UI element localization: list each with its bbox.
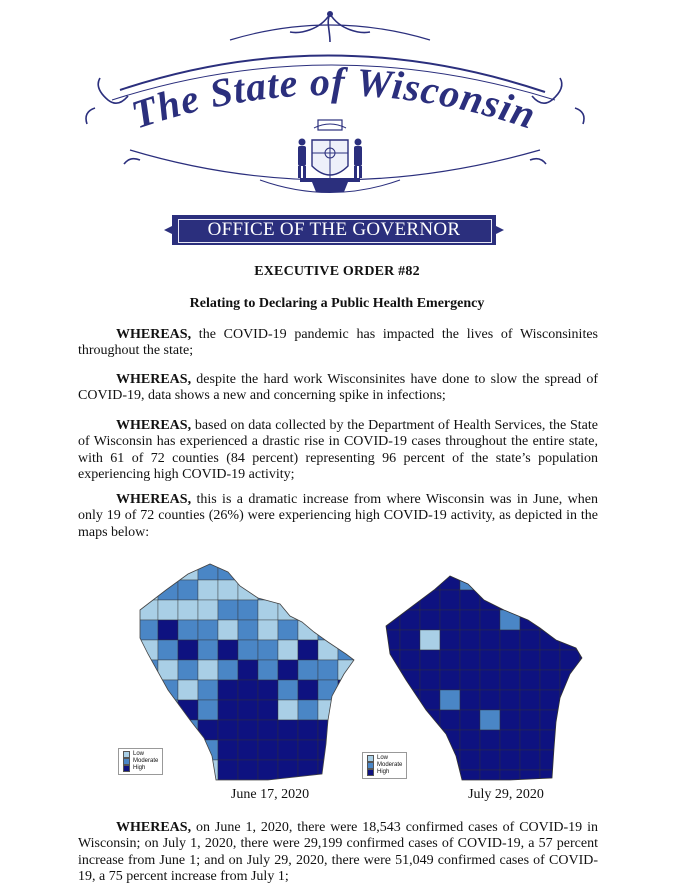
county-cell <box>118 700 138 720</box>
county-cell <box>238 700 258 720</box>
county-cell <box>218 720 238 740</box>
county-cell <box>138 720 158 740</box>
county-cell <box>298 600 318 620</box>
county-cell <box>500 650 520 670</box>
county-cell <box>218 780 238 785</box>
county-cell <box>278 580 298 600</box>
county-cell <box>198 560 218 580</box>
county-cell <box>380 730 400 750</box>
county-cell <box>560 690 580 710</box>
county-cell <box>178 560 198 580</box>
whereas-paragraph-4 <box>78 492 598 541</box>
county-cell <box>560 570 580 590</box>
county-cell <box>440 690 460 710</box>
county-cell <box>520 690 540 710</box>
county-cell <box>218 560 238 580</box>
county-cell <box>338 620 358 640</box>
county-cell <box>400 670 420 690</box>
county-cell <box>178 780 198 785</box>
county-cell <box>560 610 580 630</box>
county-cell <box>500 610 520 630</box>
map-caption-july: July 29, 2020 <box>468 787 544 802</box>
county-cell <box>138 600 158 620</box>
county-cell <box>400 630 420 650</box>
county-cell <box>520 630 540 650</box>
county-cell <box>178 740 198 760</box>
county-cell <box>440 610 460 630</box>
county-cell <box>500 570 520 590</box>
county-cell <box>380 610 400 630</box>
county-cell <box>278 740 298 760</box>
county-cell <box>298 640 318 660</box>
county-cell <box>480 690 500 710</box>
county-cell <box>480 630 500 650</box>
county-cell <box>480 670 500 690</box>
moderate-swatch <box>367 762 374 769</box>
county-cell <box>198 680 218 700</box>
county-cell <box>238 600 258 620</box>
county-cell <box>138 700 158 720</box>
county-cell <box>580 670 590 690</box>
county-cell <box>118 580 138 600</box>
county-cell <box>198 780 218 785</box>
county-cell <box>560 710 580 730</box>
county-cell <box>218 680 238 700</box>
whereas-paragraph-5 <box>78 820 598 886</box>
county-cell <box>540 610 560 630</box>
county-cell <box>400 590 420 610</box>
county-cell <box>460 710 480 730</box>
county-cell <box>258 640 278 660</box>
county-cell <box>580 750 590 770</box>
county-cell <box>580 650 590 670</box>
county-cell <box>560 670 580 690</box>
county-cell <box>198 700 218 720</box>
county-cell <box>298 720 318 740</box>
county-cell <box>440 730 460 750</box>
county-cell <box>440 650 460 670</box>
county-cell <box>258 560 278 580</box>
county-cell <box>158 620 178 640</box>
county-cell <box>380 590 400 610</box>
county-cell <box>278 720 298 740</box>
whereas-text: the COVID-19 pandemic has impacted the lives of Wisconsinites throughout the state; <box>78 327 598 359</box>
county-cell <box>560 730 580 750</box>
county-cell <box>138 780 158 785</box>
county-cell <box>278 660 298 680</box>
county-cell <box>158 560 178 580</box>
whereas-text: on June 1, 2020, there were 18,543 confirmed cases of COVID-19 in Wisconsin; on July 1, 2020, there were 29,199 confirmed cases of COVID-19, a 57 percent increase from June 1; and on July 29, 2020, there were 51,049 confirmed cases of COVID-19, a 75 percent increase from July 1; <box>78 820 598 885</box>
county-cell <box>198 760 218 780</box>
county-cell <box>380 670 400 690</box>
county-cell <box>238 720 258 740</box>
county-cell <box>460 750 480 770</box>
county-cell <box>500 750 520 770</box>
legend-low: Low <box>133 751 145 757</box>
county-cell <box>258 660 278 680</box>
county-cell <box>560 590 580 610</box>
county-cell <box>420 630 440 650</box>
county-cell <box>338 680 358 700</box>
whereas-paragraph-3 <box>78 418 598 484</box>
county-cell <box>318 660 338 680</box>
county-cell <box>298 740 318 760</box>
county-cell <box>178 660 198 680</box>
county-cell <box>278 620 298 640</box>
county-cell <box>178 620 198 640</box>
county-cell <box>480 590 500 610</box>
county-cell <box>560 650 580 670</box>
county-cell <box>138 580 158 600</box>
county-cell <box>420 650 440 670</box>
county-cell <box>218 660 238 680</box>
county-cell <box>158 720 178 740</box>
county-cell <box>278 700 298 720</box>
county-cell <box>540 670 560 690</box>
county-cell <box>318 740 338 760</box>
order-subtitle: Relating to Declaring a Public Health Emergency <box>189 296 485 311</box>
county-cell <box>178 600 198 620</box>
county-cell <box>338 600 358 620</box>
county-cell <box>440 710 460 730</box>
county-cell <box>400 730 420 750</box>
county-cell <box>480 750 500 770</box>
county-cell <box>400 690 420 710</box>
county-cell <box>500 770 520 785</box>
low-swatch <box>367 755 374 762</box>
county-cell <box>198 620 218 640</box>
legend-moderate: Moderate <box>377 762 403 768</box>
county-cell <box>178 640 198 660</box>
county-cell <box>298 700 318 720</box>
office-banner <box>172 215 496 245</box>
county-cell <box>520 670 540 690</box>
county-cell <box>118 660 138 680</box>
county-cell <box>460 630 480 650</box>
county-cell <box>138 660 158 680</box>
county-cell <box>540 570 560 590</box>
county-cell <box>258 620 278 640</box>
county-cell <box>198 600 218 620</box>
county-cell <box>298 660 318 680</box>
county-cell <box>380 570 400 590</box>
county-cell <box>440 670 460 690</box>
county-cell <box>278 600 298 620</box>
county-cell <box>400 710 420 730</box>
whereas-text: this is a dramatic increase from where Wisconsin was in June, when only 19 of 72 counties (26%) were experiencing high COVID-19 activity, as depicted in the maps below: <box>78 492 598 540</box>
county-cell <box>440 630 460 650</box>
letterhead-ornament <box>0 0 674 250</box>
letterhead <box>0 0 674 250</box>
county-cell <box>460 610 480 630</box>
county-cell <box>298 760 318 780</box>
whereas-paragraph-2 <box>78 372 598 405</box>
county-cell <box>218 700 238 720</box>
county-cell <box>580 630 590 650</box>
county-cell <box>540 650 560 670</box>
county-cell <box>118 720 138 740</box>
county-cell <box>218 760 238 780</box>
whereas-lead: WHEREAS, <box>116 418 192 433</box>
county-cell <box>580 770 590 785</box>
county-cell <box>480 610 500 630</box>
county-cell <box>158 600 178 620</box>
county-cell <box>460 650 480 670</box>
county-cell <box>540 730 560 750</box>
county-cell <box>520 770 540 785</box>
county-cell <box>400 650 420 670</box>
wisconsin-seal-icon <box>298 120 362 192</box>
county-cell <box>238 620 258 640</box>
county-cell <box>420 610 440 630</box>
county-cell <box>278 680 298 700</box>
county-cell <box>460 570 480 590</box>
county-cell <box>540 590 560 610</box>
county-cell <box>278 560 298 580</box>
county-cell <box>218 740 238 760</box>
state-title: The State of Wisconsin <box>126 58 542 138</box>
county-cell <box>238 760 258 780</box>
county-cell <box>158 700 178 720</box>
county-cell <box>338 560 358 580</box>
low-swatch <box>123 751 130 758</box>
county-cell <box>560 770 580 785</box>
county-cell <box>298 580 318 600</box>
county-cell <box>258 680 278 700</box>
county-cell <box>338 660 358 680</box>
county-cell <box>318 640 338 660</box>
county-cell <box>318 700 338 720</box>
county-cell <box>440 570 460 590</box>
county-cell <box>338 580 358 600</box>
county-cell <box>580 590 590 610</box>
county-cell <box>520 710 540 730</box>
map-caption-june: June 17, 2020 <box>230 787 310 802</box>
county-grid-july <box>380 570 590 785</box>
county-cell <box>238 560 258 580</box>
county-cell <box>318 760 338 780</box>
whereas-lead: WHEREAS, <box>116 327 192 342</box>
whereas-lead: WHEREAS, <box>116 372 192 387</box>
county-cell <box>138 620 158 640</box>
county-cell <box>380 710 400 730</box>
county-cell <box>258 700 278 720</box>
map-legend-june <box>118 748 163 775</box>
county-cell <box>238 580 258 600</box>
county-cell <box>138 640 158 660</box>
county-cell <box>580 710 590 730</box>
county-cell <box>420 670 440 690</box>
county-cell <box>400 570 420 590</box>
county-cell <box>218 580 238 600</box>
legend-high: High <box>377 769 390 775</box>
county-cell <box>338 740 358 760</box>
map-legend-july <box>362 752 407 779</box>
county-cell <box>198 660 218 680</box>
county-cell <box>420 730 440 750</box>
county-cell <box>338 780 358 785</box>
county-cell <box>420 710 440 730</box>
county-cell <box>118 620 138 640</box>
county-cell <box>520 610 540 630</box>
county-cell <box>560 750 580 770</box>
whereas-lead: WHEREAS, <box>116 820 192 835</box>
whereas-text: based on data collected by the Department of Health Services, the State of Wisconsin has experienced a drastic rise in COVID-19 cases throughout the entire state, with 61 of 72 counties (84 percent) representing 96 percent of the state’s population experiencing high COVID-19 activity; <box>78 418 598 483</box>
county-cell <box>238 780 258 785</box>
county-cell <box>258 780 278 785</box>
high-swatch <box>123 765 130 772</box>
county-cell <box>540 710 560 730</box>
county-cell <box>318 780 338 785</box>
county-cell <box>178 760 198 780</box>
county-cell <box>540 750 560 770</box>
county-cell <box>480 770 500 785</box>
county-cell <box>520 650 540 670</box>
county-cell <box>118 600 138 620</box>
county-cell <box>460 670 480 690</box>
legend-moderate: Moderate <box>133 758 159 764</box>
county-cell <box>540 690 560 710</box>
county-cell <box>338 640 358 660</box>
whereas-text: despite the hard work Wisconsinites have done to slow the spread of COVID-19, data shows a new and concerning spike in infections; <box>78 372 598 404</box>
county-cell <box>118 680 138 700</box>
county-cell <box>158 640 178 660</box>
county-cell <box>178 720 198 740</box>
county-cell <box>118 640 138 660</box>
county-cell <box>338 700 358 720</box>
county-cell <box>480 730 500 750</box>
county-cell <box>380 690 400 710</box>
county-cell <box>198 720 218 740</box>
county-cell <box>258 580 278 600</box>
county-cell <box>178 580 198 600</box>
county-cell <box>520 730 540 750</box>
county-cell <box>218 640 238 660</box>
county-cell <box>118 780 138 785</box>
whereas-lead: WHEREAS, <box>116 492 192 507</box>
county-cell <box>318 580 338 600</box>
county-cell <box>298 560 318 580</box>
county-cell <box>198 740 218 760</box>
county-cell <box>460 690 480 710</box>
county-cell <box>218 620 238 640</box>
county-cell <box>198 580 218 600</box>
county-cell <box>480 650 500 670</box>
county-cell <box>500 690 520 710</box>
county-cell <box>338 760 358 780</box>
county-cell <box>520 750 540 770</box>
county-cell <box>460 730 480 750</box>
county-cell <box>440 590 460 610</box>
county-cell <box>178 680 198 700</box>
county-cell <box>298 620 318 640</box>
county-cell <box>218 600 238 620</box>
county-cell <box>420 690 440 710</box>
high-swatch <box>367 769 374 776</box>
county-cell <box>540 770 560 785</box>
whereas-paragraph-1 <box>78 327 598 360</box>
office-title: OFFICE OF THE GOVERNOR <box>207 219 461 240</box>
county-cell <box>580 690 590 710</box>
county-cell <box>580 730 590 750</box>
county-cell <box>158 780 178 785</box>
county-cell <box>278 640 298 660</box>
county-cell <box>520 590 540 610</box>
county-cell <box>118 560 138 580</box>
county-cell <box>238 680 258 700</box>
county-cell <box>500 730 520 750</box>
county-cell <box>560 630 580 650</box>
county-cell <box>258 760 278 780</box>
county-cell <box>258 740 278 760</box>
county-cell <box>580 570 590 590</box>
county-cell <box>460 770 480 785</box>
county-cell <box>500 590 520 610</box>
county-cell <box>238 740 258 760</box>
county-cell <box>338 720 358 740</box>
legend-high: High <box>133 765 146 771</box>
county-cell <box>380 630 400 650</box>
moderate-swatch <box>123 758 130 765</box>
order-title: EXECUTIVE ORDER #82 <box>254 264 420 279</box>
county-cell <box>520 570 540 590</box>
county-cell <box>480 710 500 730</box>
legend-low: Low <box>377 755 389 761</box>
county-cell <box>420 770 440 785</box>
county-cell <box>138 680 158 700</box>
county-cell <box>318 600 338 620</box>
county-cell <box>278 780 298 785</box>
county-cell <box>138 560 158 580</box>
county-cell <box>238 640 258 660</box>
county-cell <box>258 720 278 740</box>
county-cell <box>500 630 520 650</box>
county-cell <box>238 660 258 680</box>
county-cell <box>298 780 318 785</box>
county-cell <box>580 610 590 630</box>
county-cell <box>500 670 520 690</box>
county-cell <box>318 560 338 580</box>
wisconsin-map-july <box>380 570 590 785</box>
county-cell <box>420 750 440 770</box>
county-cell <box>480 570 500 590</box>
county-cell <box>500 710 520 730</box>
county-cell <box>198 640 218 660</box>
county-cell <box>298 680 318 700</box>
county-cell <box>440 770 460 785</box>
